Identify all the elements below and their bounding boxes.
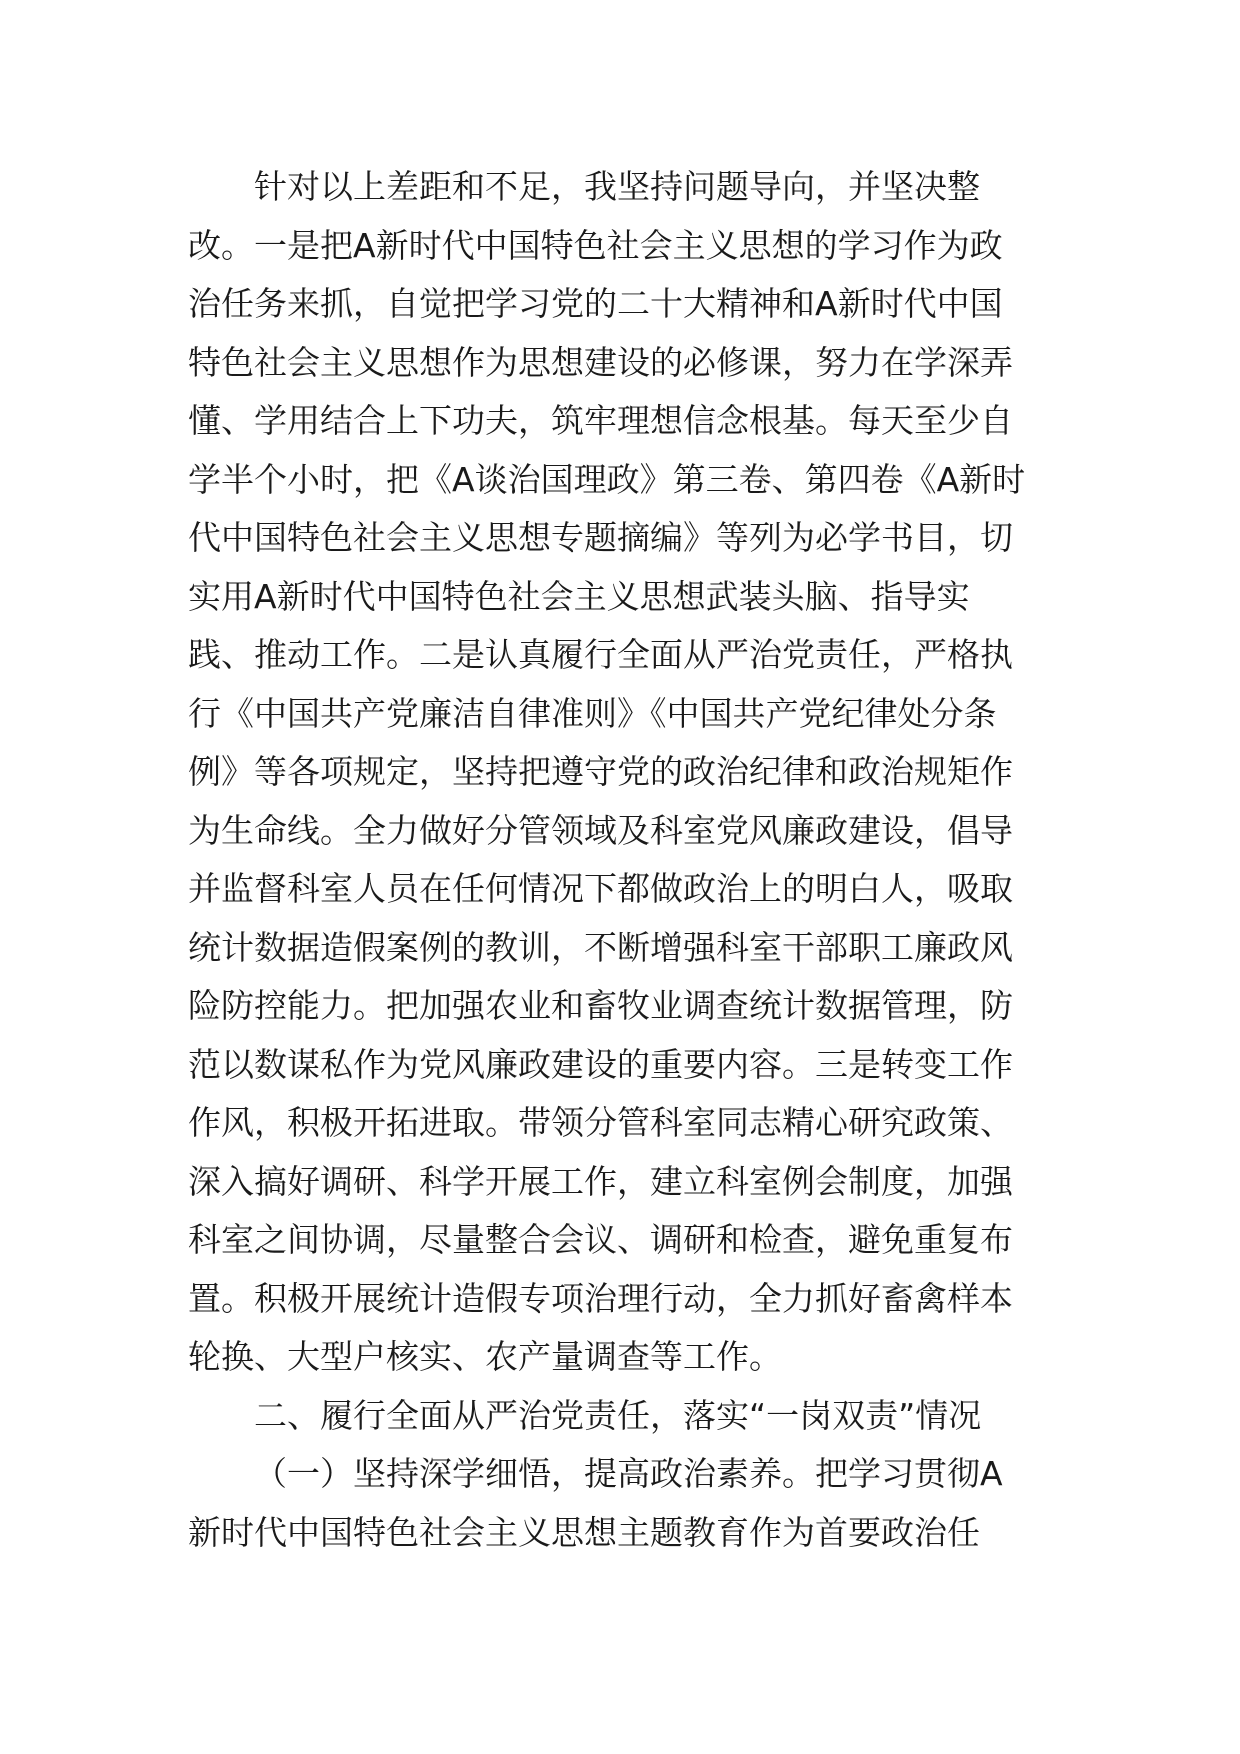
paragraph-line: 科室之间协调，尽量整合会议、调研和检查，避免重复布 bbox=[188, 1220, 1013, 1259]
paragraph-line: 懂、学用结合上下功夫，筑牢理想信念根基。每天至少自 bbox=[188, 401, 1013, 440]
paragraph-line: 险防控能力。把加强农业和畜牧业调查统计数据管理，防 bbox=[188, 986, 1013, 1025]
paragraph-line: 例》等各项规定，坚持把遵守党的政治纪律和政治规矩作 bbox=[188, 752, 1013, 791]
paragraph-line: 为生命线。全力做好分管领域及科室党风廉政建设，倡导 bbox=[188, 810, 1013, 850]
paragraph-line: 统计数据造假案例的教训，不断增强科室干部职工廉政风 bbox=[188, 927, 1013, 967]
paragraph-line: 并监督科室人员在任何情况下都做政治上的明白人，吸取 bbox=[188, 869, 1013, 908]
paragraph-line: 作风，积极开拓进取。带领分管科室同志精心研究政策、 bbox=[188, 1103, 1013, 1142]
paragraph-line: 深入搞好调研、科学开展工作，建立科室例会制度，加强 bbox=[188, 1161, 1013, 1201]
paragraph-line: 轮换、大型户核实、农产量调查等工作。 bbox=[188, 1337, 782, 1376]
paragraph-line: 代中国特色社会主义思想专题摘编》等列为必学书目，切 bbox=[188, 518, 1013, 557]
paragraph-line: 实用A新时代中国特色社会主义思想武装头脑、指导实 bbox=[188, 576, 970, 616]
paragraph-line: 特色社会主义思想作为思想建设的必修课，努力在学深弄 bbox=[188, 342, 1013, 382]
paragraph-line: 改。一是把A新时代中国特色社会主义思想的学习作为政 bbox=[188, 225, 1003, 265]
paragraph-line: 范以数谋私作为党风廉政建设的重要内容。三是转变工作 bbox=[188, 1044, 1013, 1084]
paragraph-line: 新时代中国特色社会主义思想主题教育作为首要政治任 bbox=[188, 1512, 980, 1552]
paragraph-line: 学半个小时，把《A谈治国理政》第三卷、第四卷《A新时 bbox=[188, 459, 1026, 499]
paragraph-line: 践、推动工作。二是认真履行全面从严治党责任，严格执 bbox=[188, 635, 1013, 674]
paragraph-line: 针对以上差距和不足，我坚持问题导向，并坚决整 bbox=[254, 167, 980, 206]
subsection-heading-line: （一）坚持深学细悟，提高政治素养。把学习贯彻A bbox=[254, 1454, 1003, 1493]
paragraph-line: 治任务来抓，自觉把学习党的二十大精神和A新时代中国 bbox=[188, 284, 1003, 323]
document-body bbox=[188, 158, 1068, 1562]
paragraph-line: 行《中国共产党廉洁自律准则》《中国共产党纪律处分条 bbox=[188, 693, 997, 733]
section-heading: 二、履行全面从严治党责任，落实“一岗双责”情况 bbox=[254, 1395, 982, 1435]
paragraph-line: 置。积极开展统计造假专项治理行动，全力抓好畜禽样本 bbox=[188, 1278, 1013, 1318]
